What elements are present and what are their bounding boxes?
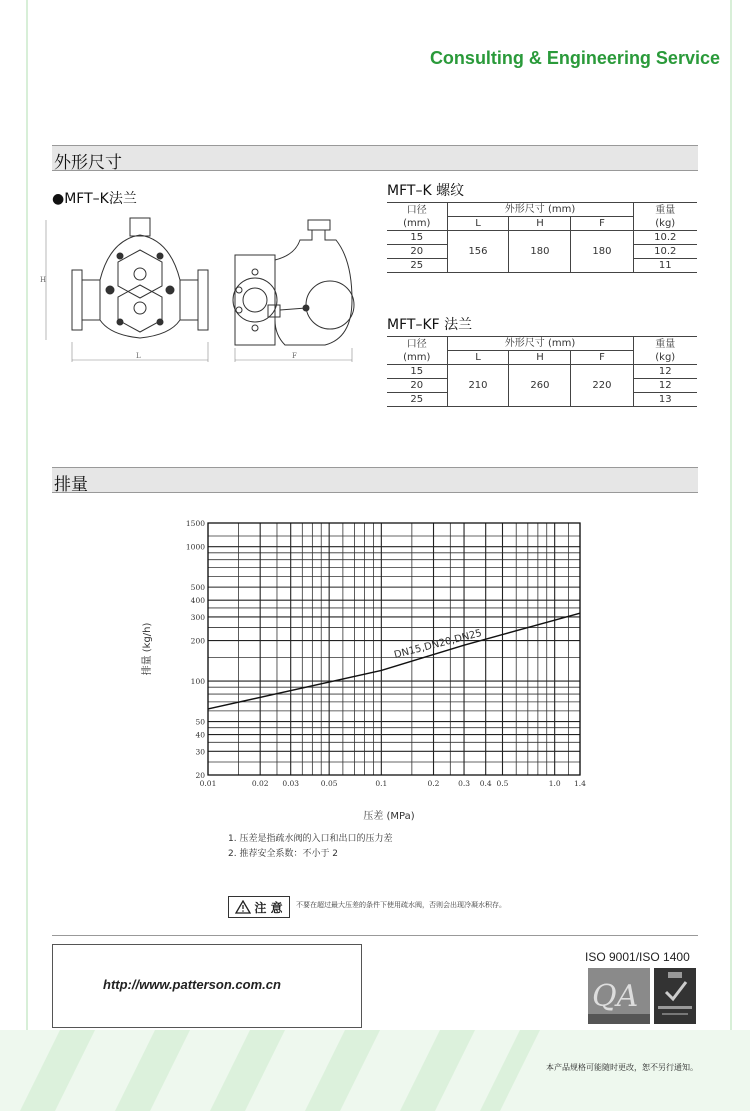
table-k-header-f: F [571,217,633,231]
x-tick-label: 1.0 [548,779,561,788]
section-title-capacity: 排量 [54,475,88,495]
table-kf-header-size: 口径 (mm) [387,337,447,365]
svg-text:QA: QA [592,979,639,1014]
note-1: 1. 压差是指疏水阀的入口和出口的压力差 [228,834,393,844]
table-kf-cell-h: 260 [509,365,571,407]
x-tick-label: 0.02 [251,779,269,788]
table-row: 15 [387,231,447,245]
table-kf-header-h: H [509,351,571,365]
y-tick-label: 30 [195,747,205,757]
table-k-cell-weight: 10.2 [633,231,697,245]
x-tick-label: 0.03 [282,779,300,788]
x-tick-label: 0.1 [375,779,388,788]
y-tick-label: 100 [190,677,205,687]
y-tick-label: 40 [195,730,205,740]
table-row: 20 [387,379,447,393]
y-tick-label: 500 [190,583,205,593]
y-tick-label: 1500 [185,519,205,528]
footer-disclaimer: 本产品规格可能随时更改，恕不另行通知。 [546,1063,698,1072]
chart-notes [228,832,392,862]
table-k-header-l: L [447,217,509,231]
table-kf-header-weight: 重量 (kg) [633,337,697,365]
table-row: 20 [387,245,447,259]
table-kf [387,336,697,407]
y-tick-label: 200 [190,636,205,646]
dimension-label-l: L [136,352,141,360]
table-row: 15 [387,365,447,379]
table-kf-title: MFT–KF 法兰 [387,317,473,333]
x-tick-label: 0.2 [427,779,440,788]
plot-frame [208,523,580,775]
x-tick-label: 0.4 [479,779,492,788]
warning-icon [235,900,251,914]
y-axis-label: 排量 (kg/h) [142,622,153,676]
caution-text: 不要在超过最大压差的条件下使用疏水阀，否则会出现冷凝水积存。 [296,901,506,909]
trap-drawing [40,210,360,370]
dimension-label-f: F [292,352,297,360]
ukas-certification-logo [654,968,696,1024]
table-k-cell-l: 156 [447,231,509,273]
table-k-header-h: H [509,217,571,231]
qa-certification-logo [588,968,650,1024]
table-kf-cell-weight: 13 [633,393,697,407]
caution-badge [228,896,290,918]
table-kf-header-dims: 外形尺寸 (mm) [447,337,633,351]
website-box [52,944,362,1028]
x-tick-label: 0.01 [199,779,217,788]
table-k-title: MFT–K 螺纹 [387,183,465,199]
table-kf-header-l: L [447,351,509,365]
x-tick-label: 0.3 [458,779,471,788]
table-kf-cell-weight: 12 [633,379,697,393]
x-axis-label: 压差 (MPa) [363,811,415,822]
x-tick-label: 0.05 [320,779,338,788]
table-kf-header-f: F [571,351,633,365]
brand-slogan: Consulting & Engineering Service [429,48,720,68]
table-row: 25 [387,393,447,407]
caution-label: 注 意 [254,900,283,915]
y-tick-label: 20 [195,771,205,780]
table-k-cell-weight: 10.2 [633,245,697,259]
drawing-label: ●MFT–K法兰 [52,191,137,207]
y-tick-label: 400 [190,596,205,606]
capacity-chart [140,515,610,825]
table-k-cell-f: 180 [571,231,633,273]
website-link[interactable]: http://www.patterson.com.cn [103,977,281,992]
table-row: 25 [387,259,447,273]
footer-divider [52,935,698,936]
y-tick-label: 50 [195,717,205,727]
table-kf-cell-weight: 12 [633,365,697,379]
table-kf-cell-l: 210 [447,365,509,407]
x-tick-label: 1.4 [574,779,586,788]
note-2: 2. 推荐安全系数：不小于 2 [228,849,339,859]
section-bar-capacity [52,467,698,493]
section-bar-dimensions [52,145,698,171]
dimension-label-h: H [40,276,47,284]
table-k-header-dims: 外形尺寸 (mm) [447,203,633,217]
table-k-cell-weight: 11 [633,259,697,273]
table-kf-cell-f: 220 [571,365,633,407]
frame-line-right [730,0,732,1040]
table-k-header-size: 口径 (mm) [387,203,447,231]
table-k [387,202,697,273]
series-label: DN15,DN20,DN25 [393,627,484,662]
frame-line-left [26,0,28,1040]
y-tick-label: 1000 [185,542,205,552]
iso-certification: ISO 9001/ISO 1400 [585,950,690,964]
section-title-dimensions: 外形尺寸 [54,153,122,173]
table-k-cell-h: 180 [509,231,571,273]
x-tick-label: 0.5 [496,779,509,788]
y-tick-label: 300 [190,612,205,622]
table-k-header-weight: 重量 (kg) [633,203,697,231]
